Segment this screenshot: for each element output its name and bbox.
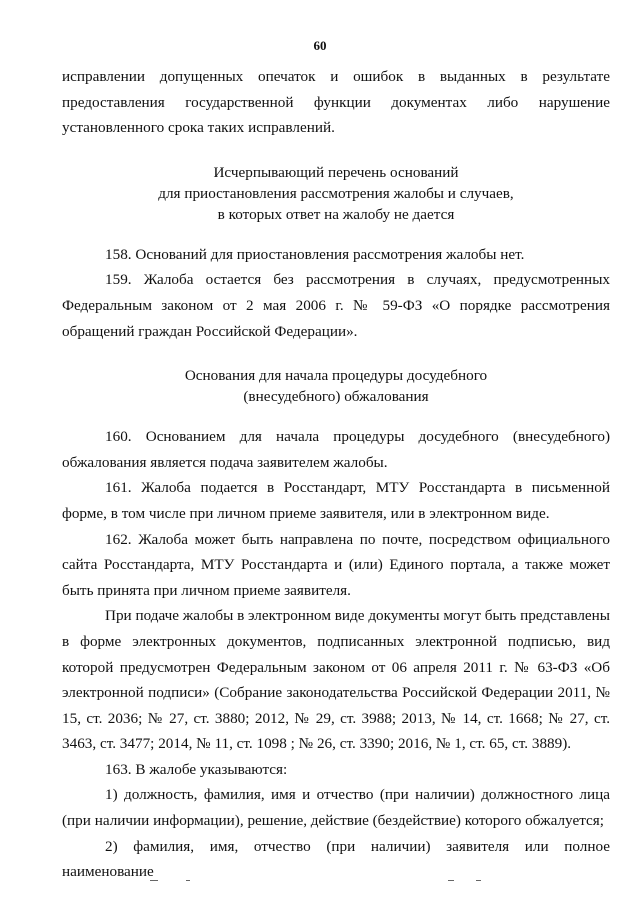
scan-mark	[476, 880, 481, 881]
section-heading-grounds-suspension	[62, 162, 610, 225]
page-number: 60	[313, 38, 327, 53]
heading-line: Исчерпывающий перечень оснований	[213, 163, 459, 181]
heading-line: Основания для начала процедуры досудебного	[184, 367, 488, 385]
paragraph-continuation: исправлении допущенных опечаток и ошибок в выданных в результате предоставления государственной функции документах либо нарушение установленного срока таких исправлений.	[62, 68, 610, 137]
paragraph-162: 162. Жалоба может быть направлена по почте, посредством официального сайта Росстандарта, МТУ Росстандарта и (или) Единого портала, а также может быть принята при личном приеме заявителя.	[62, 530, 610, 599]
document-body	[62, 64, 610, 885]
scan-mark	[448, 880, 454, 881]
heading-line: для приостановления рассмотрения жалобы и случаев,	[158, 184, 514, 202]
paragraph-163: 163. В жалобе указываются:	[105, 760, 288, 778]
paragraph-160: 160. Основанием для начала процедуры досудебного (внесудебного) обжалования является подача заявителем жалобы.	[62, 428, 610, 471]
paragraph-158: 158. Оснований для приостановления рассмотрения жалобы нет.	[105, 245, 525, 263]
scan-marks	[0, 880, 640, 890]
heading-line: в которых ответ на жалобу не дается	[217, 205, 455, 223]
scan-mark	[186, 880, 190, 881]
heading-line: (внесудебного) обжалования	[243, 388, 429, 406]
paragraph-163-item-2: 2) фамилия, имя, отчество (при наличии) заявителя или полное наименование	[62, 837, 610, 881]
paragraph-162-electronic: При подаче жалобы в электронном виде документы могут быть представлены в форме электронных документов, подписанных электронной подписью, вид которой предусмотрен Федеральным законом от 06 апреля 2011 г. № 63-ФЗ «Об электронной подписи» (Собрание законодательства Российской Федерации 2011, № 15, ст. 2036; № 27, ст. 3880; 2012, № 29, ст. 3988; 2013, № 14, ст. 1668; № 27, ст. 3463, ст. 3477; 2014, № 11, ст. 1098 ; № 26, ст. 3390; 2016, № 1, ст. 65, ст. 3889).	[62, 607, 610, 753]
paragraph-163-item-1: 1) должность, фамилия, имя и отчество (при наличии) должностного лица (при наличии информации), решение, действие (бездействие) которого обжалуется;	[62, 786, 610, 830]
scan-mark	[150, 880, 158, 881]
paragraph-159: 159. Жалоба остается без рассмотрения в случаях, предусмотренных Федеральным законом от 2 мая 2006 г. № 59-ФЗ «О порядке рассмотрения обращений граждан Российской Федерации».	[62, 271, 610, 340]
paragraph-161: 161. Жалоба подается в Росстандарт, МТУ Росстандарта в письменной форме, в том числе при личном приеме заявителя, или в электронном виде.	[62, 479, 610, 522]
section-heading-pretrial-appeal	[62, 365, 610, 407]
